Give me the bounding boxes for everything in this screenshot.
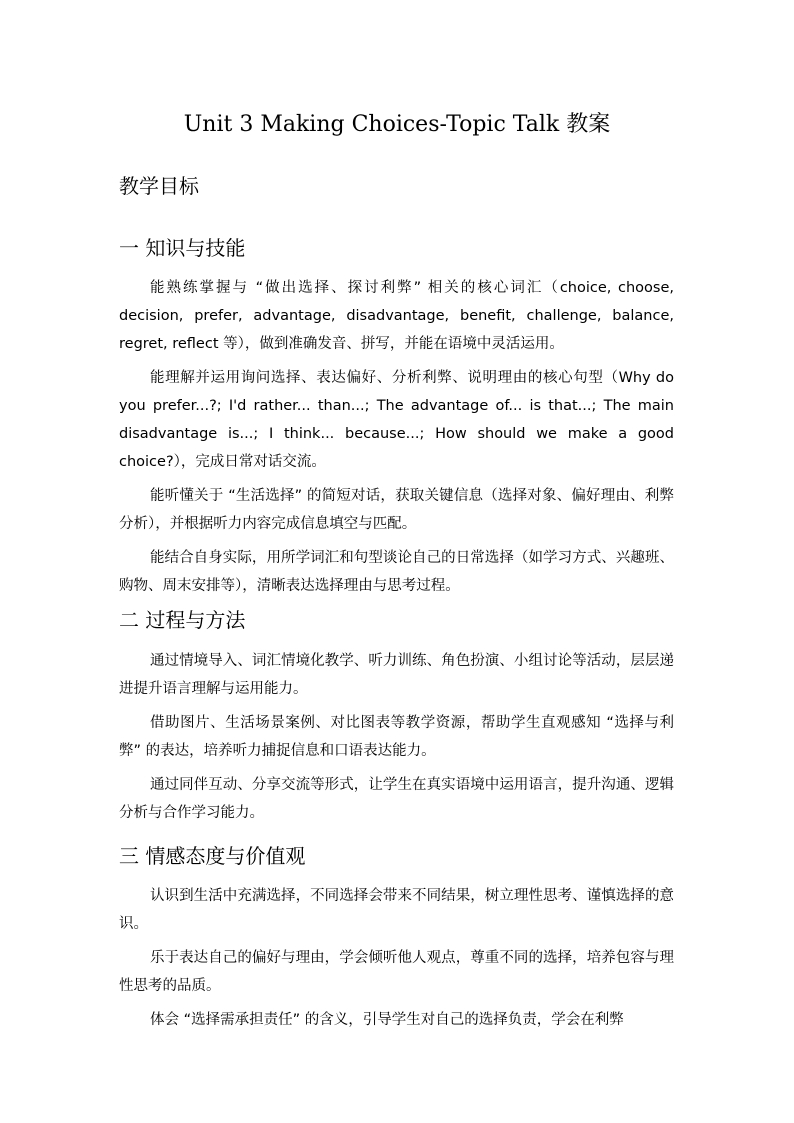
section-heading-knowledge-skills: 一 知识与技能 — [119, 236, 246, 260]
paragraph: 通过情境导入、词汇情境化教学、听力训练、角色扮演、小组讨论等活动，层层递进提升语言理解与运用能力。 — [119, 653, 674, 697]
paragraph: 通过同伴互动、分享交流等形式，让学生在真实语境中运用语言，提升沟通、逻辑分析与合作学习能力。 — [119, 777, 674, 821]
paragraph: 体会 “选择需承担责任” 的含义，引导学生对自己的选择负责，学会在利弊 — [150, 1012, 624, 1028]
document-title: Unit 3 Making Choices-Topic Talk 教案 — [183, 112, 611, 137]
paragraph: 借助图片、生活场景案例、对比图表等教学资源，帮助学生直观感知 “选择与利弊” 的表达，培养听力捕捉信息和口语表达能力。 — [119, 715, 674, 759]
paragraph: 能听懂关于 “生活选择” 的简短对话，获取关键信息（选择对象、偏好理由、利弊分析），并根据听力内容完成信息填空与匹配。 — [119, 488, 674, 532]
section-heading-values: 三 情感态度与价值观 — [119, 844, 306, 868]
section-process-methods — [119, 647, 674, 833]
paragraph: 乐于表达自己的偏好与理由，学会倾听他人观点，尊重不同的选择，培养包容与理性思考的品质。 — [119, 950, 674, 994]
paragraph: 认识到生活中充满选择，不同选择会带来不同结果，树立理性思考、谨慎选择的意识。 — [119, 888, 674, 932]
section-values — [119, 882, 674, 1040]
paragraph: 能理解并运用询问选择、表达偏好、分析利弊、说明理由的核心句型（Why do you prefer...?; I'd rather... than...; The advantage of... is that...; The main disadvantage is...; I think... because...; How should we make a good choice?），完成日常对话交流。 — [119, 370, 674, 470]
paragraph: 能结合自身实际，用所学词汇和句型谈论自己的日常选择（如学习方式、兴趣班、购物、周末安排等），清晰表达选择理由与思考过程。 — [119, 550, 674, 594]
section-knowledge-skills — [119, 274, 674, 606]
teaching-objectives-heading: 教学目标 — [119, 174, 199, 198]
paragraph: 能熟练掌握与 “做出选择、探讨利弊” 相关的核心词汇（choice, choose, decision, prefer, advantage, disadvantage, benefit, challenge, balance, regret, reflect 等），做到准确发音、拼写，并能在语境中灵活运用。 — [119, 280, 674, 352]
section-heading-process-methods: 二 过程与方法 — [119, 608, 246, 632]
